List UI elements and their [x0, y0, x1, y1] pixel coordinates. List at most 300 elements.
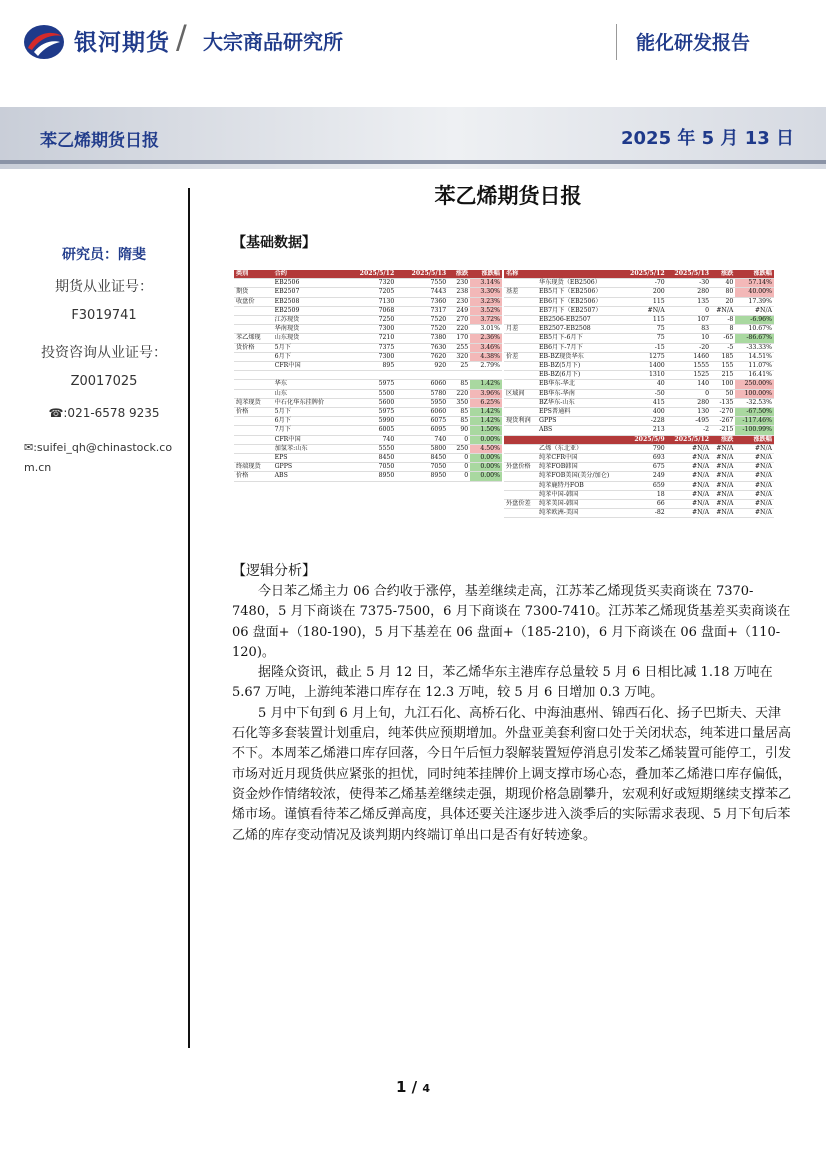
- table-cell: EB-BZ(5月下): [537, 362, 622, 371]
- header-cell: 合约: [273, 270, 345, 279]
- table-cell: EB华东-华北: [537, 380, 622, 389]
- table-cell: -15: [622, 343, 666, 352]
- table-row: [234, 288, 502, 297]
- table-cell: 3.14%: [470, 279, 502, 288]
- table-row: [504, 408, 774, 417]
- table-cell: 现货利润: [504, 417, 537, 426]
- table-cell: 7210: [344, 334, 396, 343]
- table-cell: [273, 371, 345, 380]
- table-cell: CFR中国: [273, 362, 345, 371]
- table-cell: -82: [622, 509, 666, 518]
- table-row: [504, 380, 774, 389]
- table-cell: 320: [448, 352, 470, 361]
- table-cell: 7443: [396, 288, 448, 297]
- table-row: [234, 398, 502, 407]
- table-cell: 20: [711, 297, 735, 306]
- right-data-table: [504, 270, 774, 518]
- table-cell: [344, 371, 396, 380]
- header-separator: [616, 24, 617, 60]
- analysis-paragraph: 据隆众资讯，截止 5 月 12 日，苯乙烯华东主港库存总量较 5 月 6 日相比减 1.18 万吨在 5.67 万吨，上游纯苯港口库存在 12.3 万吨，较 5 月 6 日增加 0.3 万吨。: [232, 665, 773, 701]
- header-cell: [537, 435, 622, 444]
- researcher-name: 研究员：隋斐: [62, 247, 146, 263]
- table-cell: 100: [711, 380, 735, 389]
- table-row: [504, 352, 774, 361]
- table-cell: 75: [622, 334, 666, 343]
- table-row: [234, 435, 502, 444]
- table-cell: 200: [622, 288, 666, 297]
- table-cell: 1.42%: [470, 417, 502, 426]
- table-cell: 纯苯中国-韩国: [537, 490, 622, 499]
- table-cell: #N/A: [622, 306, 666, 315]
- table-row: [504, 463, 774, 472]
- table-row: [504, 362, 774, 371]
- table-cell: 11.07%: [735, 362, 774, 371]
- table-cell: 135: [667, 297, 711, 306]
- table-cell: 740: [396, 435, 448, 444]
- table-row: [234, 362, 502, 371]
- table-row: [504, 334, 774, 343]
- table-cell: 255: [448, 343, 470, 352]
- table-cell: 1275: [622, 352, 666, 361]
- table-cell: #N/A: [735, 481, 774, 490]
- table-cell: 100.00%: [735, 389, 774, 398]
- table-cell: ABS: [537, 426, 622, 435]
- table-cell: 220: [448, 325, 470, 334]
- table-cell: [504, 398, 537, 407]
- table-cell: 3.96%: [470, 389, 502, 398]
- table-cell: #N/A: [711, 454, 735, 463]
- table-cell: 250.00%: [735, 380, 774, 389]
- table-cell: 华东: [273, 380, 345, 389]
- table-cell: 90: [448, 426, 470, 435]
- table-cell: 249: [448, 306, 470, 315]
- table-cell: [504, 380, 537, 389]
- table-cell: 280: [667, 288, 711, 297]
- table-cell: EB6月下-7月下: [537, 343, 622, 352]
- institute-name: 大宗商品研究所: [203, 30, 343, 54]
- table-cell: 0.00%: [470, 463, 502, 472]
- table-header-row: [504, 435, 774, 444]
- table-cell: [234, 352, 273, 361]
- table-row: [234, 306, 502, 315]
- table-cell: 江苏现货: [273, 316, 345, 325]
- section-logic: 【逻辑分析】: [232, 563, 316, 579]
- table-cell: EB5月下-6月下: [537, 334, 622, 343]
- table-cell: #N/A: [711, 444, 735, 453]
- table-cell: 7317: [396, 306, 448, 315]
- table-row: [234, 380, 502, 389]
- table-cell: 80: [711, 288, 735, 297]
- table-cell: 8950: [344, 472, 396, 481]
- table-cell: 7050: [344, 463, 396, 472]
- table-cell: 外盘价格: [504, 463, 537, 472]
- table-cell: 6060: [396, 408, 448, 417]
- table-cell: 1.50%: [470, 426, 502, 435]
- table-cell: [234, 306, 273, 315]
- table-cell: -270: [711, 408, 735, 417]
- table-cell: [396, 371, 448, 380]
- table-cell: -215: [711, 426, 735, 435]
- table-cell: 238: [448, 288, 470, 297]
- table-cell: 2.79%: [470, 362, 502, 371]
- table-cell: 华东现货（EB2506）: [537, 279, 622, 288]
- table-cell: [504, 408, 537, 417]
- table-cell: 740: [344, 435, 396, 444]
- table-cell: #N/A: [667, 444, 711, 453]
- table-cell: #N/A: [667, 454, 711, 463]
- table-cell: [234, 389, 273, 398]
- table-row: [234, 316, 502, 325]
- header-cell: 涨跌: [448, 270, 470, 279]
- header-cell: 名称: [504, 270, 537, 279]
- table-cell: 7月下: [273, 426, 345, 435]
- table-row: [234, 426, 502, 435]
- table-cell: #N/A: [711, 490, 735, 499]
- table-cell: [234, 279, 273, 288]
- header-cell: 涨跌: [711, 270, 735, 279]
- section-basic-data: 【基础数据】: [232, 235, 316, 251]
- analysis-paragraph: 今日苯乙烯主力 06 合约收于涨停，基差继续走高，江苏苯乙烯现货买卖商谈在 7370-7480，5 月下商谈在 7375-7500，6 月下商谈在 7300-7410。江苏苯乙烯现货基差买卖商谈在 06 盘面+（180-190)，5 月下基差在 06 盘面+（185-210)，6 月下商谈在 06 盘面+（110-120)。: [232, 584, 791, 660]
- table-cell: EB-BZ(6月下): [537, 371, 622, 380]
- table-cell: 83: [667, 325, 711, 334]
- table-cell: 3.52%: [470, 306, 502, 315]
- table-cell: #N/A: [735, 463, 774, 472]
- header-divider: /: [176, 18, 187, 56]
- table-cell: 85: [448, 408, 470, 417]
- table-cell: GPPS: [273, 463, 345, 472]
- table-cell: BZ华东-山东: [537, 398, 622, 407]
- table-cell: 1.42%: [470, 380, 502, 389]
- cert2-label: 投资咨询从业证号：: [41, 345, 167, 361]
- table-cell: EB2506: [273, 279, 345, 288]
- table-cell: [504, 454, 537, 463]
- table-cell: 280: [667, 398, 711, 407]
- table-cell: 57.14%: [735, 279, 774, 288]
- table-cell: 249: [622, 472, 666, 481]
- table-cell: [234, 316, 273, 325]
- table-cell: [504, 279, 537, 288]
- table-cell: #N/A: [735, 454, 774, 463]
- table-row: [234, 454, 502, 463]
- table-cell: 50: [711, 389, 735, 398]
- table-cell: [504, 316, 537, 325]
- table-cell: [234, 426, 273, 435]
- table-cell: 1525: [667, 371, 711, 380]
- table-cell: [504, 334, 537, 343]
- table-row: [234, 352, 502, 361]
- cert1-number: F3019741: [71, 308, 137, 323]
- table-cell: #N/A: [735, 444, 774, 453]
- table-cell: 0: [448, 472, 470, 481]
- table-cell: 18: [622, 490, 666, 499]
- table-row: [234, 472, 502, 481]
- table-cell: GPPS: [537, 417, 622, 426]
- table-cell: #N/A: [711, 509, 735, 518]
- table-cell: 0.00%: [470, 472, 502, 481]
- phone: ☎:021-6578 9235: [48, 406, 160, 420]
- table-cell: -267: [711, 417, 735, 426]
- table-cell: 外盘价差: [504, 500, 537, 509]
- table-cell: 7250: [344, 316, 396, 325]
- table-cell: 7068: [344, 306, 396, 315]
- table-cell: [234, 325, 273, 334]
- table-cell: 3.30%: [470, 288, 502, 297]
- table-cell: 纯苯FOB韩国: [537, 463, 622, 472]
- table-cell: [234, 454, 273, 463]
- table-cell: 5800: [396, 444, 448, 453]
- table-cell: #N/A: [667, 490, 711, 499]
- table-cell: 7375: [344, 343, 396, 352]
- table-cell: 6月下: [273, 352, 345, 361]
- table-row: [504, 279, 774, 288]
- table-cell: 250: [448, 444, 470, 453]
- table-cell: 85: [448, 380, 470, 389]
- table-row: [504, 371, 774, 380]
- table-cell: 675: [622, 463, 666, 472]
- table-cell: 17.39%: [735, 297, 774, 306]
- table-cell: 价格: [234, 408, 273, 417]
- galaxy-logo-icon: [22, 22, 66, 62]
- cert1-label: 期货从业证号：: [55, 279, 153, 295]
- report-type: 能化研发报告: [636, 32, 751, 54]
- table-cell: 3.72%: [470, 316, 502, 325]
- table-cell: 区域间: [504, 389, 537, 398]
- table-cell: #N/A: [735, 306, 774, 315]
- table-row: [234, 444, 502, 453]
- page-number: [0, 1078, 826, 1096]
- table-cell: 350: [448, 398, 470, 407]
- table-cell: 140: [667, 380, 711, 389]
- table-cell: 中石化华东挂牌价: [273, 398, 345, 407]
- table-cell: 920: [396, 362, 448, 371]
- table-cell: -8: [711, 316, 735, 325]
- table-cell: 115: [622, 316, 666, 325]
- table-cell: 1.42%: [470, 408, 502, 417]
- page-title: 苯乙烯期货日报: [434, 184, 582, 208]
- band-report-date: 2025 年 5 月 13 日: [621, 128, 795, 149]
- header-cell: 2025/5/13: [667, 270, 711, 279]
- table-cell: 7205: [344, 288, 396, 297]
- table-cell: 6060: [396, 380, 448, 389]
- table-row: [234, 371, 502, 380]
- table-cell: 895: [344, 362, 396, 371]
- table-cell: 155: [711, 362, 735, 371]
- table-cell: 货价格: [234, 343, 273, 352]
- table-row: [504, 444, 774, 453]
- table-cell: 40: [711, 279, 735, 288]
- header-cell: 2025/5/12: [622, 270, 666, 279]
- table-cell: [504, 426, 537, 435]
- table-row: [504, 325, 774, 334]
- table-header-row: [504, 270, 774, 279]
- table-cell: [234, 380, 273, 389]
- table-cell: #N/A: [711, 481, 735, 490]
- table-cell: EB5月下（EB2506）: [537, 288, 622, 297]
- table-cell: #N/A: [735, 490, 774, 499]
- table-cell: EB7月下（EB2507）: [537, 306, 622, 315]
- table-cell: 基差: [504, 288, 537, 297]
- table-cell: 6月下: [273, 417, 345, 426]
- table-cell: EPS普通料: [537, 408, 622, 417]
- table-cell: #N/A: [735, 500, 774, 509]
- table-cell: 加氢苯:山东: [273, 444, 345, 453]
- page-sep: /: [406, 1078, 423, 1096]
- table-header-row: [234, 270, 502, 279]
- table-cell: 月差: [504, 325, 537, 334]
- table-cell: 0.00%: [470, 454, 502, 463]
- table-cell: CFR中国: [273, 435, 345, 444]
- table-cell: -495: [667, 417, 711, 426]
- table-cell: 7300: [344, 325, 396, 334]
- table-cell: 1555: [667, 362, 711, 371]
- table-row: [234, 389, 502, 398]
- table-cell: [504, 343, 537, 352]
- table-cell: EB2508: [273, 297, 345, 306]
- cert2-number: Z0017025: [70, 374, 138, 389]
- header-cell: 涨跌幅: [735, 435, 774, 444]
- table-cell: 4.50%: [470, 444, 502, 453]
- table-cell: #N/A: [711, 463, 735, 472]
- table-row: [234, 463, 502, 472]
- table-cell: [504, 509, 537, 518]
- table-row: [234, 325, 502, 334]
- table-cell: [234, 444, 273, 453]
- page-current: 1: [395, 1078, 407, 1096]
- table-cell: #N/A: [667, 509, 711, 518]
- table-cell: 130: [667, 408, 711, 417]
- table-cell: 5975: [344, 408, 396, 417]
- table-cell: 纯苯现货: [234, 398, 273, 407]
- table-cell: EB2507: [273, 288, 345, 297]
- table-cell: [504, 362, 537, 371]
- table-row: [504, 500, 774, 509]
- table-cell: 期货: [234, 288, 273, 297]
- table-cell: #N/A: [735, 472, 774, 481]
- table-cell: [234, 417, 273, 426]
- table-cell: EB2509: [273, 306, 345, 315]
- brand-name: 银河期货: [74, 30, 170, 56]
- table-cell: 纯苯欧洲-美国: [537, 509, 622, 518]
- table-cell: #N/A: [667, 463, 711, 472]
- email[interactable]: ✉:suifei_qh@chinastock.com.cn: [24, 441, 173, 474]
- table-cell: 270: [448, 316, 470, 325]
- table-cell: ABS: [273, 472, 345, 481]
- table-row: [504, 426, 774, 435]
- table-cell: 220: [448, 389, 470, 398]
- table-cell: 3.01%: [470, 325, 502, 334]
- table-cell: 6.25%: [470, 398, 502, 407]
- table-cell: -86.67%: [735, 334, 774, 343]
- table-cell: 659: [622, 481, 666, 490]
- table-cell: EB华东-华南: [537, 389, 622, 398]
- table-cell: -6.96%: [735, 316, 774, 325]
- table-row: [504, 297, 774, 306]
- table-cell: [504, 444, 537, 453]
- table-cell: 1400: [622, 362, 666, 371]
- table-cell: -5: [711, 343, 735, 352]
- table-cell: 3.46%: [470, 343, 502, 352]
- table-cell: 7050: [396, 463, 448, 472]
- table-cell: #N/A: [667, 472, 711, 481]
- table-cell: 7630: [396, 343, 448, 352]
- table-row: [234, 334, 502, 343]
- table-cell: 7360: [396, 297, 448, 306]
- table-cell: 5月下: [273, 343, 345, 352]
- table-row: [504, 343, 774, 352]
- table-cell: 230: [448, 297, 470, 306]
- table-cell: 乙烯（东北亚）: [537, 444, 622, 453]
- sidebar-divider: [188, 188, 190, 1048]
- table-cell: 693: [622, 454, 666, 463]
- table-cell: 5月下: [273, 408, 345, 417]
- table-cell: EB-BZ现货华东: [537, 352, 622, 361]
- table-cell: 7520: [396, 325, 448, 334]
- table-cell: -70: [622, 279, 666, 288]
- header-cell: 涨跌幅: [470, 270, 502, 279]
- table-cell: EB2506-EB2507: [537, 316, 622, 325]
- table-row: [504, 490, 774, 499]
- table-row: [234, 297, 502, 306]
- table-cell: -65: [711, 334, 735, 343]
- table-cell: 7380: [396, 334, 448, 343]
- table-cell: [504, 371, 537, 380]
- table-cell: 纯苯美国-韩国: [537, 500, 622, 509]
- table-cell: 收盘价: [234, 297, 273, 306]
- table-row: [504, 389, 774, 398]
- table-cell: 价格: [234, 472, 273, 481]
- table-cell: [234, 435, 273, 444]
- table-cell: #N/A: [667, 500, 711, 509]
- table-row: [504, 509, 774, 518]
- header-cell: 2025/5/12: [344, 270, 396, 279]
- table-cell: -228: [622, 417, 666, 426]
- table-row: [234, 417, 502, 426]
- table-cell: EPS: [273, 454, 345, 463]
- title-band-bar: [0, 160, 826, 164]
- table-cell: 苯乙烯现: [234, 334, 273, 343]
- table-row: [234, 279, 502, 288]
- table-cell: 7300: [344, 352, 396, 361]
- basic-data-tables: [234, 270, 774, 520]
- table-cell: [234, 362, 273, 371]
- table-cell: 8950: [396, 472, 448, 481]
- table-row: [504, 306, 774, 315]
- table-cell: -2: [667, 426, 711, 435]
- analysis-body: [232, 582, 792, 846]
- table-cell: #N/A: [735, 509, 774, 518]
- table-cell: #N/A: [711, 472, 735, 481]
- table-cell: 5950: [396, 398, 448, 407]
- table-cell: [448, 371, 470, 380]
- table-cell: 5990: [344, 417, 396, 426]
- table-cell: 0: [448, 435, 470, 444]
- table-cell: 213: [622, 426, 666, 435]
- header-cell: 2025/5/9: [622, 435, 666, 444]
- table-cell: -117.46%: [735, 417, 774, 426]
- table-cell: 5550: [344, 444, 396, 453]
- table-row: [234, 343, 502, 352]
- table-cell: -30: [667, 279, 711, 288]
- table-cell: 3.23%: [470, 297, 502, 306]
- table-cell: 7130: [344, 297, 396, 306]
- table-cell: 400: [622, 408, 666, 417]
- table-row: [504, 316, 774, 325]
- table-row: [504, 398, 774, 407]
- table-cell: 0: [667, 306, 711, 315]
- table-cell: 5975: [344, 380, 396, 389]
- page-header: [0, 0, 826, 80]
- table-cell: -100.99%: [735, 426, 774, 435]
